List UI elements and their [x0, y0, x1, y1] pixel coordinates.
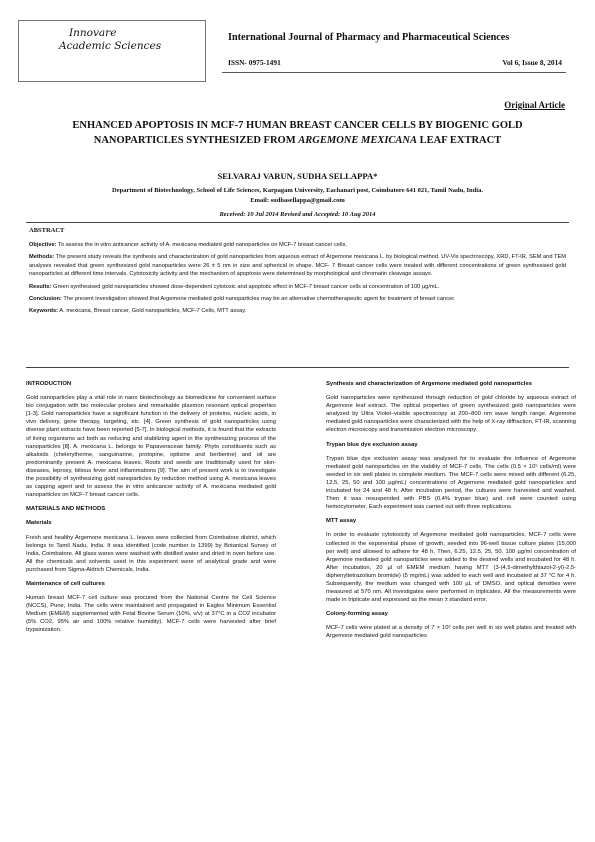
page-header	[0, 0, 595, 96]
email: Email: sudhasellappa@gmail.com	[250, 197, 345, 204]
abstract	[26, 222, 569, 368]
received-dates: Received: 10 Jul 2014 Revised and Accepted: 10 Aug 2014	[219, 211, 376, 218]
materials-methods-heading: MATERIALS AND METHODS	[26, 506, 106, 513]
publisher-logo	[18, 20, 206, 82]
methods-label: Methods:	[29, 254, 55, 261]
results-label: Results:	[29, 283, 52, 290]
logo-line2: Academic Sciences	[59, 40, 162, 52]
article-type: Original Article	[504, 100, 565, 110]
abstract-keywords	[29, 307, 566, 315]
header-rule	[222, 72, 566, 73]
colony-heading: Colony-forming assay	[326, 611, 388, 618]
article-title	[60, 118, 535, 148]
right-column	[326, 380, 576, 647]
introduction-heading: INTRODUCTION	[26, 381, 72, 387]
authors: SELVARAJ VARUN, SUDHA SELLAPPA*	[217, 171, 378, 181]
methods-text: The present study reveals the synthesis and characterization of gold nanoparticles from aqueous extract of Argemone mexicana L. by biological method. UV-Vis spectroscopy, XRD, FT-IR, SEM and TEM analyses revealed that green synthesized gold nanoparticles were 26 ± 5 nm in size and spherical in shape. MCF- 7 Breast cancer cells were treated with different concentrations of green synthesised gold nanoparticles at different time intervals. Cytotoxicity activity and the mechanism of apoptosis were determined by morphological and chromatin cleavage assays.	[29, 254, 566, 278]
abstract-results	[29, 283, 566, 291]
affiliation: Department of Biotechnology, School of Life Sciences, Karpagam University, Eachanari post, Coimbatore 641 021, Tamil Nadu, India.	[112, 187, 483, 194]
abstract-objective	[29, 241, 566, 249]
affiliation-block	[30, 186, 565, 206]
trypan-heading: Trypan blue dye exclusion assay	[326, 441, 418, 448]
title-end: LEAF EXTRACT	[417, 135, 502, 146]
materials-heading: Materials	[26, 520, 52, 527]
conclusion-text: The present investigation showed that Argemone mediated gold nanoparticles may be an alternative chemotherapeutic agent for treatment of breast cancer.	[63, 296, 456, 303]
synthesis-text: Gold nanoparticles were synthesized through reduction of gold chloride by aqueous extract of Argemone leaf extract. The optical properties of green synthesized gold nanoparticles were analyzed by Ultra Violet–visible spectroscopy at 200–800 nm wave length range. Argemone mediated gold nanoparticles were characterized with the help of X-ray diffraction, FT-IR, scanning electron microscopy and transmission electron microscopy.	[326, 395, 576, 434]
abstract-methods	[29, 253, 566, 278]
cell-culture-text: Human breast MCF-7 cell culture was procured from the National Centre for Cell Science (NCCS), Pune, India. The cells were maintained and propagated in Eagles Minimum Essential Medium (EMEM) supplemented with Fetal Bovine Serum (10%, v/v) at 37°C in a CO2 incubator (5% CO2, 95% air and 100% relative humidity). MCF-7 cells were harvested after brief trypsinization.	[26, 595, 276, 634]
synthesis-heading: Synthesis and characterization of Argemone mediated gold nanoparticles	[326, 381, 532, 387]
objective-label: Objective:	[29, 242, 57, 248]
title-italic: ARGEMONE MEXICANA	[298, 135, 418, 146]
volume-issue: Vol 6, Issue 8, 2014	[502, 58, 562, 67]
abstract-heading: ABSTRACT	[29, 227, 65, 234]
keywords-text: A. mexicana, Breast cancer, Gold nanoparticles, MCF-7 Cells, MTT assay.	[59, 308, 247, 315]
left-column	[26, 380, 276, 641]
conclusion-label: Conclusion:	[29, 296, 62, 303]
cell-culture-heading: Maintenance of cell cultures	[26, 580, 105, 587]
introduction-text: Gold nanoparticles play a vital role in nano biotechnology as biomedicine for convenient surface bio conjugation with bio molecular probes and remarkable plasmon resonant optical properties [1-3]. Gold nanoparticles have a significant function in the delivery of proteins, nucleic acids, in vivo delivery, gene therapy, targeting, etc. [4]. Green synthesis of gold nanoparticles using diverse plant extracts have been reported [5-7]. In biological methods, it is found that the extracts of living organisms act both as reducing and stabilizing agent in the synthesizing process of the nanoparticles [8]. A. mexicana L. belongs to Papaveraceae family. Phyto constituents such as alkaloids (chelerytherine, sanguinarine, protopine, optisine and berberine) and oil are predominantly present A. mexicana leaves. Roots and seeds are traditionally used for skin-diseases, leprosy, bilious fever and inflammations [9]. The aim of present work is to investigate the possibility of synthesizing gold nanoparticles by reduction method using A. mexicana leaves as capping agent and to assess the in vitro anticancer activity of A. mexicana mediated gold nanoparticles on MCF-7 breast cancer cells.	[26, 395, 276, 499]
objective-text: To assess the in vitro anticancer activity of A. mexicana mediated gold nanoparticles on MCF-7 breast cancer cells.	[57, 242, 347, 248]
mtt-heading: MTT assay	[326, 518, 357, 525]
colony-text: MCF-7 cells were plated at a density of 7 × 10³ cells per well in six well plates and treated with Argemone mediated gold nanoparticles	[326, 625, 576, 640]
journal-title: International Journal of Pharmacy and Pharmaceutical Sciences	[228, 32, 510, 43]
results-text: Green synthesised gold nanoparticles showed dose-dependent cytotoxic and apoptotic effect in MCF-7 breast cancer cells at concentration of 100 µg/mL.	[53, 283, 440, 290]
issn: ISSN- 0975-1491	[228, 58, 281, 67]
title-main: ENHANCED APOPTOSIS IN MCF-7 HUMAN BREAST CANCER CELLS BY BIOGENIC GOLD NANOPARTICLES SYNTHESIZED FROM	[72, 120, 523, 146]
logo-line1: Innovare	[69, 27, 117, 39]
abstract-conclusion	[29, 295, 566, 303]
keywords-label: Keywords:	[29, 308, 59, 315]
materials-text: Fresh and healthy Argemone mexicana L. leaves were collected from Coimbatore district, which belongs to Tamil Nadu, India. It was identified (code number is 1399) by Botanical Survey of India, Coimbatore. All glass wares were washed with distilled water and dried in oven before use. All the chemicals and solvents used in this experiment were of analytical grade and were purchased from Sigma-Aldrich Chemicals, India.	[26, 534, 276, 573]
mtt-text: In order to evaluate cytotoxicity of Argemone mediated gold nanoparticles, MCF-7 cells were collected in the exponential phase of growth, seeded into 96-well tissue culture plates (15,000 per well) and allowed to adhere for 48 h. Then, 6.25, 12.5, 25, 50, 100 µg/ml concentration of Argemone mediated gold nanoparticles were added to the desired wells and incubated for 48 h. After incubation, 20 µl of EMEM medium having MTT (3-(4,5-dimethylthiazol-2-yl)-2,5-diphenyltetrazolium bromide) (5 mg/mL) was added to each well and incubated at 37 °C for 4 h. Subsequently, the medium was changed with 100 µL of DMSO, and optical densities were measured at 570 nm. All investigates were performed in triplicates. All the measurements were made in triplicate and expressed as the mean ± standard error.	[326, 532, 576, 604]
trypan-text: Trypan blue dye exclusion assay was analysed for to evaluate the influence of Argemone mediated gold nanoparticles on the viability of MCF-7 cells. The cells (0.5 × 10⁵ cells/ml) were seeded in six well plates in complete medium. The MCF-7 cells were mixed with different (6.25, 12.5, 25, 50 and 100 µg/mL) concentrations of Argemone mediated gold nanoparticles and incubated for 24 and 48 h. After incubation period, the cultures were harvested and washed. Then it was resuspended with PBS (0.4% trypan blue) and cell were counted using hemocytometer. Each experiment was carried out with three replications.	[326, 455, 576, 511]
